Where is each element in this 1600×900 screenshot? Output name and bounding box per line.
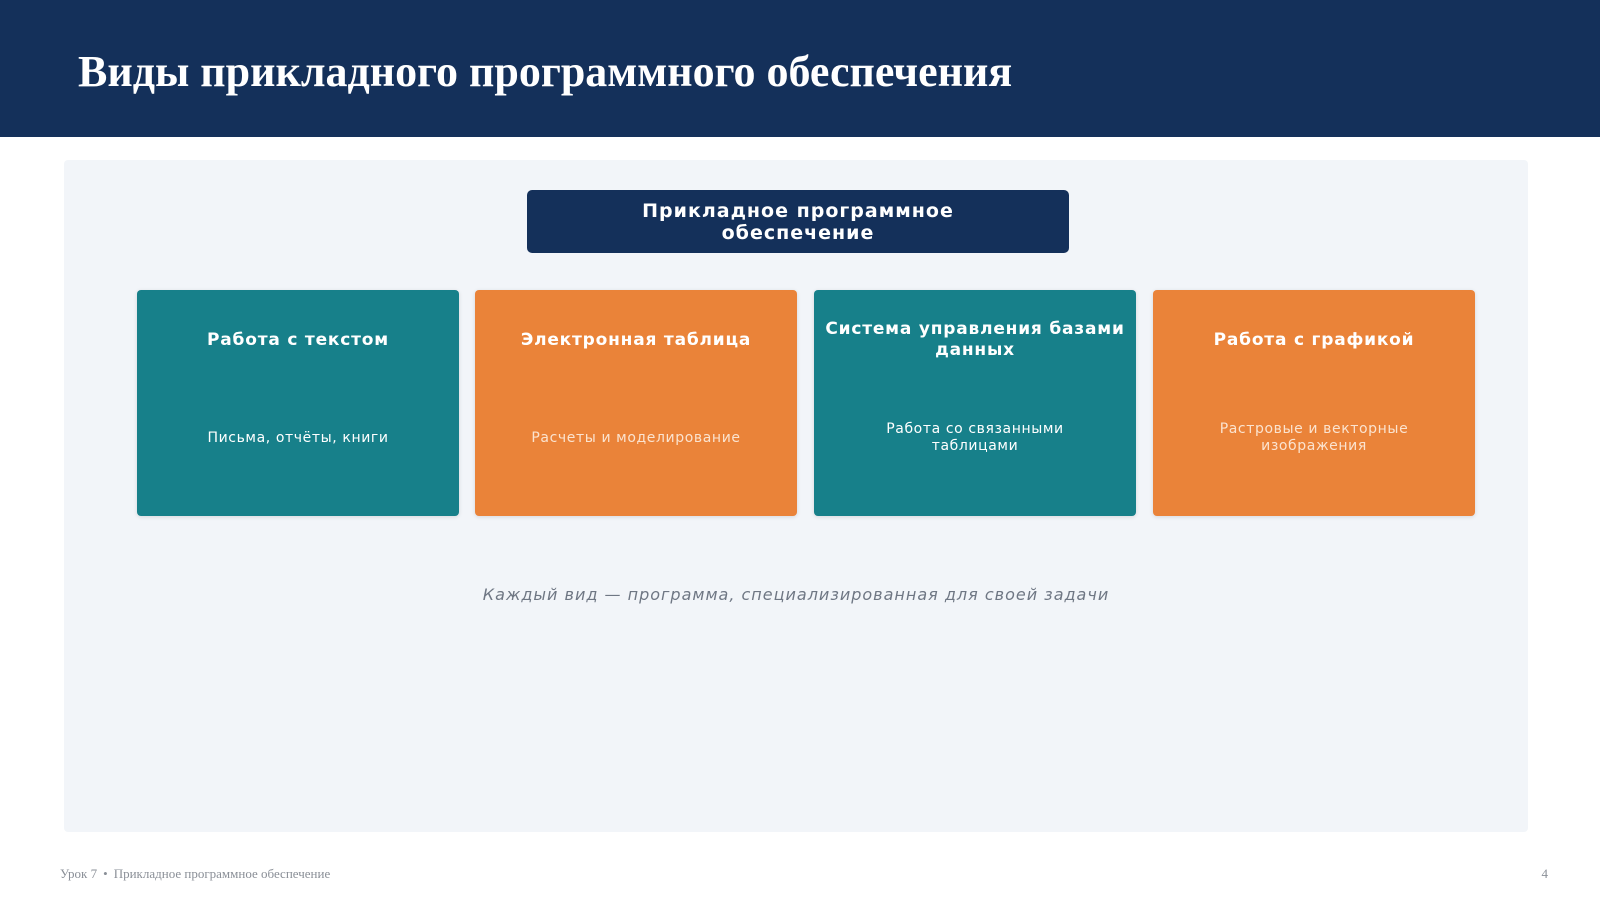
footer-lesson: Урок 7 <box>60 866 98 881</box>
diagram-panel <box>64 160 1528 832</box>
page-number: 4 <box>1541 866 1548 881</box>
card-dbms <box>814 290 1136 516</box>
card-title: Электронная таблица <box>520 329 752 350</box>
diagram-caption: Каждый вид — программа, специализированная для своей задачи <box>482 585 1110 604</box>
footer-separator: • <box>103 866 108 881</box>
card-text-processing <box>137 290 459 516</box>
card-title: Работа с графикой <box>1213 329 1415 350</box>
slide-title: Виды прикладного программного обеспечения <box>78 47 1013 96</box>
card-description: Растровые и векторные изображения <box>1219 421 1409 454</box>
card-description: Расчеты и моделирование <box>531 429 741 446</box>
card-description: Работа со связанными таблицами <box>886 421 1064 454</box>
card-title: Система управления базами данных <box>825 319 1125 360</box>
card-spreadsheet <box>475 290 797 516</box>
diagram-root-node: Прикладное программное обеспечение <box>527 190 1069 253</box>
card-description: Письма, отчёты, книги <box>207 429 389 446</box>
footer-info <box>60 866 330 882</box>
card-graphics <box>1153 290 1475 516</box>
footer-topic: Прикладное программное обеспечение <box>113 866 331 881</box>
card-title: Работа с текстом <box>207 329 389 350</box>
slide-header <box>0 0 1600 137</box>
